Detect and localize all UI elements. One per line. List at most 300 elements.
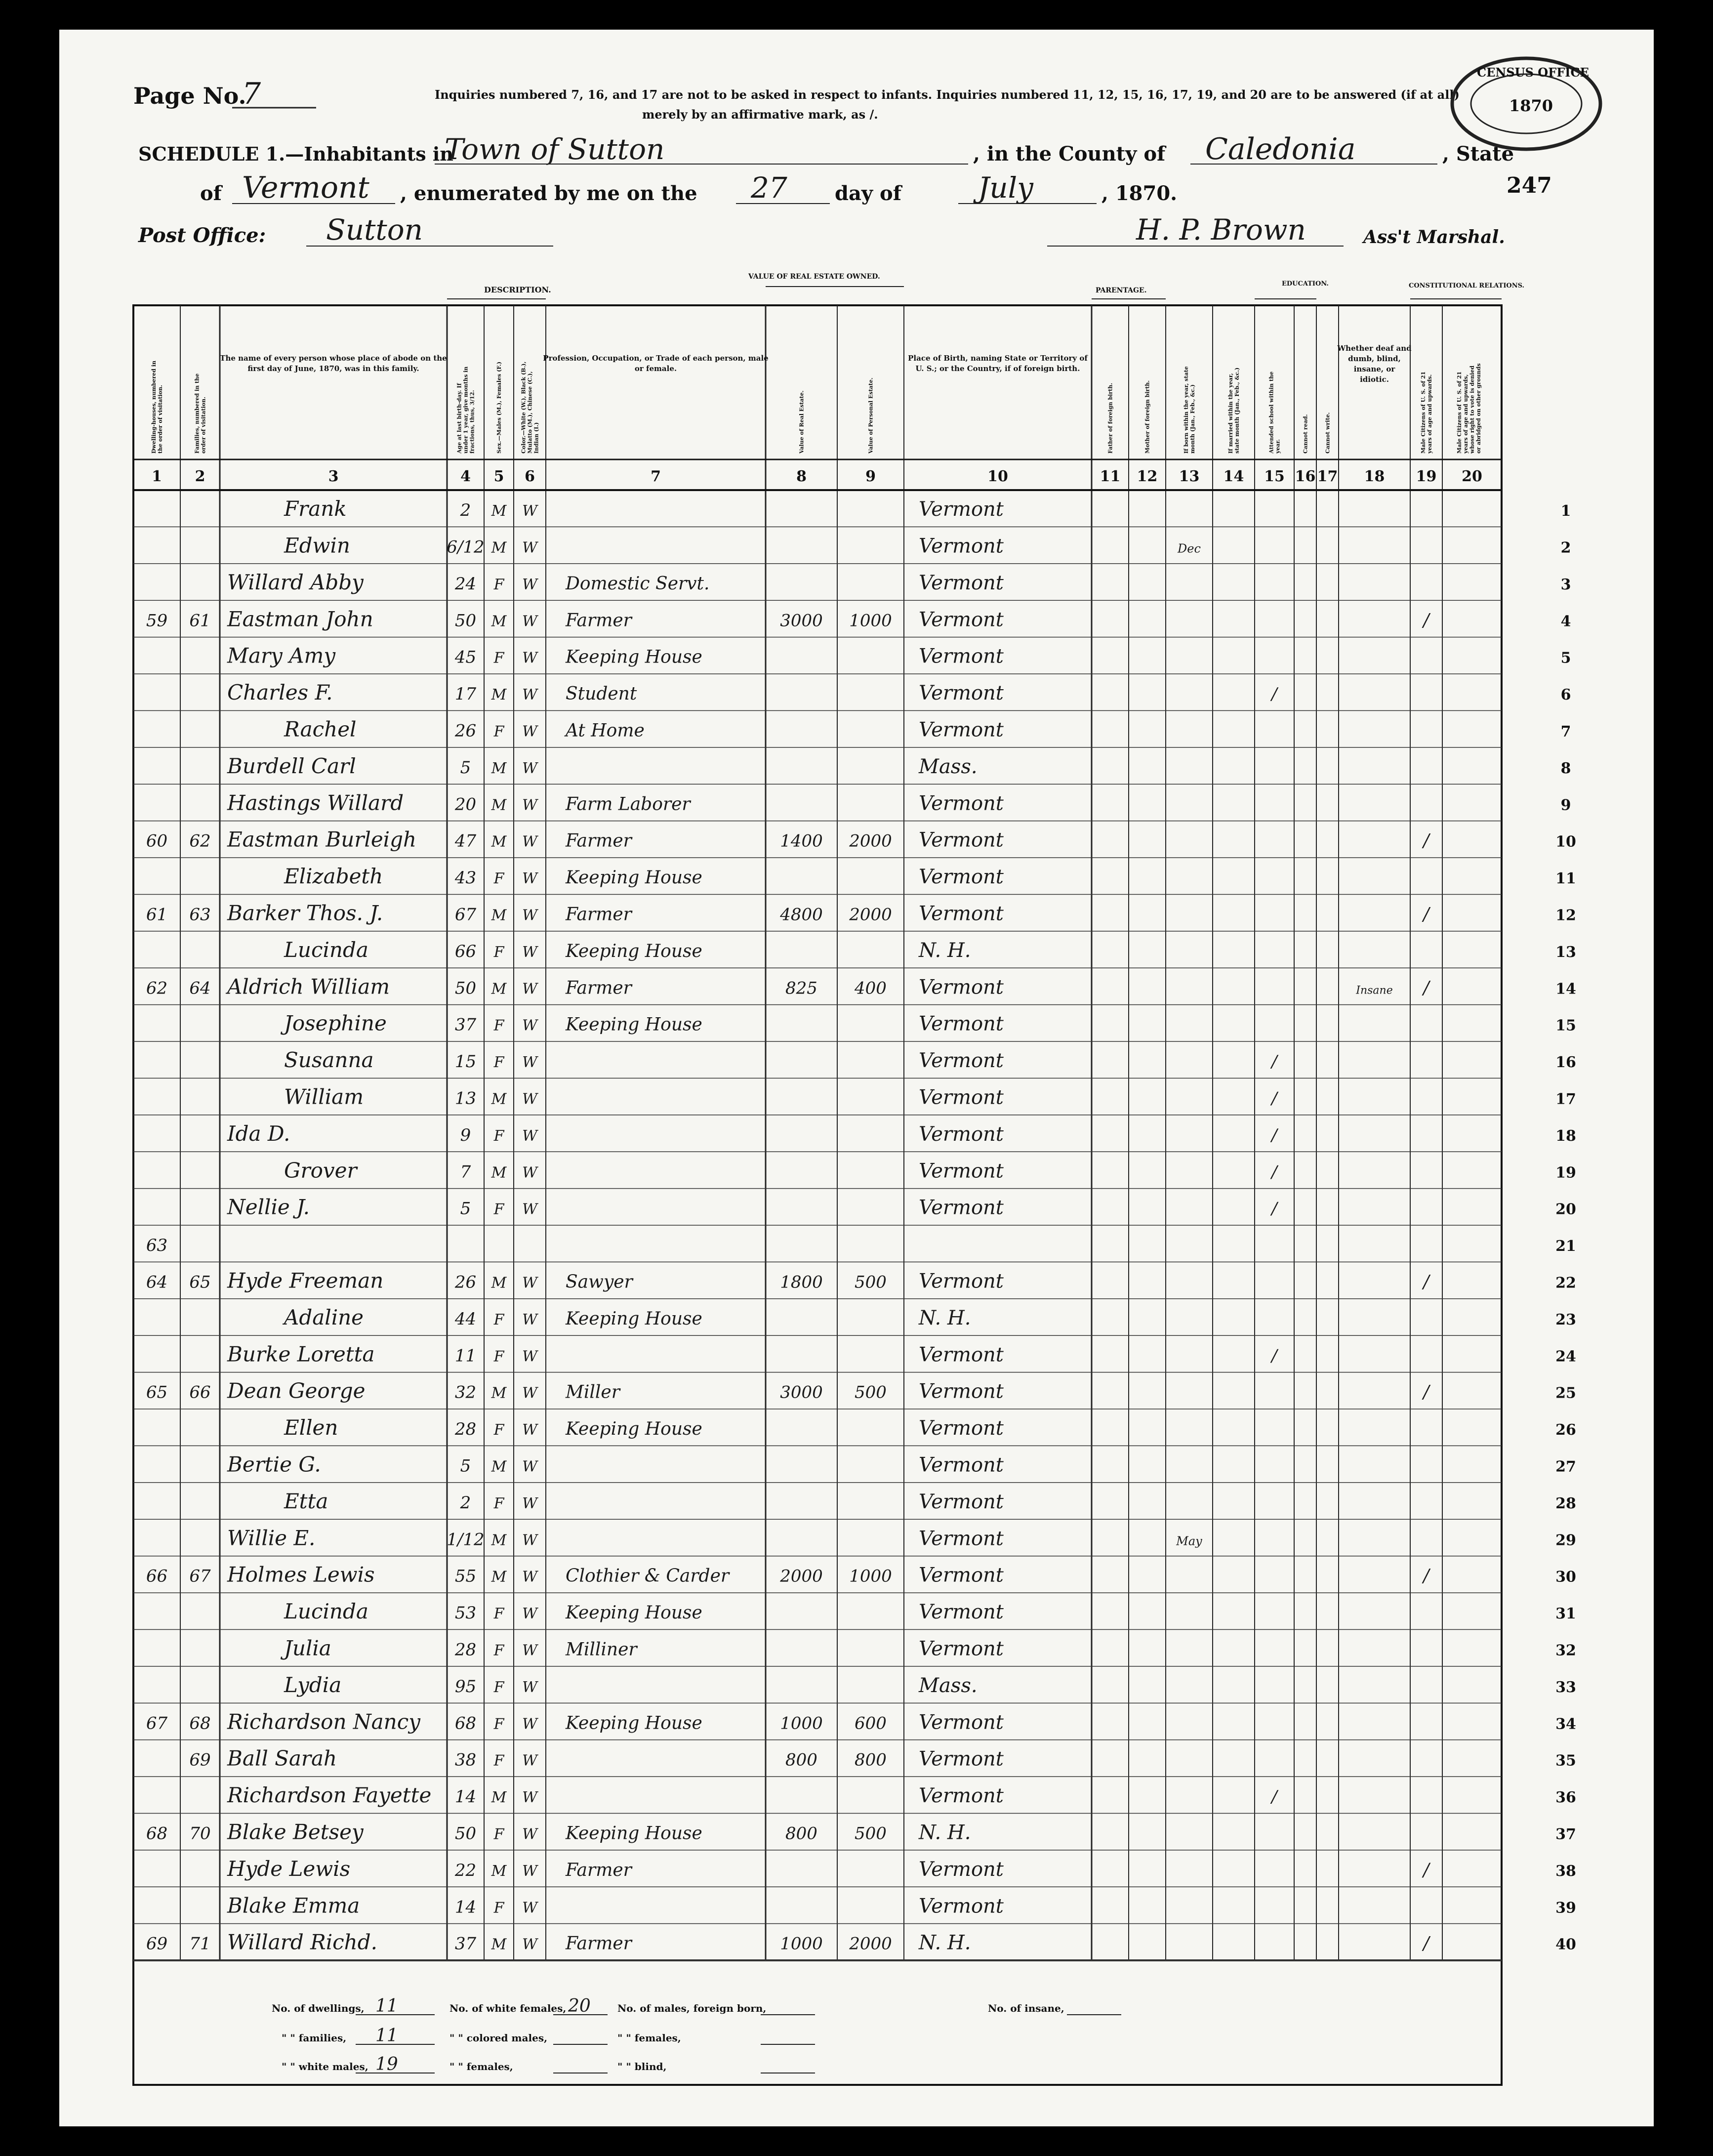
line-number: 28 [1555, 1494, 1576, 1512]
cell-birth: Vermont [919, 608, 1004, 631]
cell-age: 67 [454, 905, 477, 925]
cell-name: Mary Amy [227, 643, 336, 668]
cell-color: W [522, 1899, 537, 1917]
line-number: 25 [1555, 1384, 1576, 1402]
table-row [227, 1342, 1279, 1366]
column-number: 12 [1137, 468, 1158, 485]
cell-name: Hyde Freeman [227, 1268, 384, 1293]
cell-sex: M [491, 796, 507, 814]
cell-real: 4800 [780, 905, 823, 925]
column-number: 9 [865, 468, 876, 485]
column-number: 14 [1223, 468, 1244, 485]
table-row [284, 864, 1004, 888]
cell-birth: Vermont [919, 1453, 1004, 1477]
cell-name: Josephine [284, 1011, 387, 1036]
column-number: 18 [1364, 468, 1385, 485]
column-header-17 [1325, 413, 1331, 454]
cell-occupation: Keeping House [566, 1308, 702, 1329]
column-header-18: Whether deaf and [1337, 344, 1412, 353]
line-number: 23 [1555, 1311, 1576, 1328]
column-header-15 [1268, 372, 1281, 454]
cell-age: 11 [454, 1346, 477, 1366]
line-number: 10 [1555, 833, 1576, 851]
cell-birth: Vermont [919, 1858, 1004, 1881]
cell-birth: Vermont [919, 1564, 1004, 1587]
cell-real: 800 [785, 1750, 817, 1770]
cell-age: 37 [454, 1934, 477, 1954]
column-header-12 [1144, 380, 1151, 454]
cell-color: W [522, 576, 537, 593]
line-number: 8 [1560, 759, 1571, 777]
column-header-10: Place of Birth, naming State or Territory of [908, 354, 1088, 363]
table-row [284, 1048, 1279, 1072]
cell-birth: Vermont [919, 498, 1004, 521]
column-header-18: insane, or [1353, 365, 1395, 373]
cell-birth: N. H. [919, 939, 971, 962]
cell-birth: Vermont [919, 645, 1004, 668]
line-number: 38 [1555, 1862, 1576, 1880]
column-header-1 [151, 361, 163, 454]
cell-name: Burdell Carl [227, 753, 356, 778]
cell-occupation: Keeping House [566, 1014, 702, 1035]
table-row [227, 754, 978, 778]
cell-color: W [522, 1568, 537, 1586]
cell-personal: 1000 [849, 611, 892, 631]
table-row [146, 1268, 1431, 1292]
column-header-text: Attended school within the [1268, 371, 1275, 454]
cell-occupation: Keeping House [566, 941, 702, 961]
cell-name: Rachel [284, 717, 357, 742]
cell-insane: Insane [1356, 984, 1393, 997]
cell-birth: Vermont [919, 1601, 1004, 1624]
cell-personal: 600 [855, 1713, 887, 1734]
column-header-20 [1456, 363, 1482, 454]
state-name: Vermont [242, 170, 369, 205]
cell-occupation: Keeping House [566, 1603, 702, 1623]
cell-citizen: / [1423, 904, 1429, 925]
cell-name: Ida D. [227, 1121, 290, 1146]
table-row [146, 828, 1431, 852]
cell-color: W [522, 980, 537, 998]
table-row [227, 1857, 1431, 1881]
cell-birth: Vermont [919, 535, 1004, 558]
cell-birth: Vermont [919, 1417, 1004, 1440]
cell-sex: F [493, 1752, 504, 1770]
table-row [227, 790, 1004, 815]
cell-real: 1000 [780, 1713, 823, 1734]
cell-school: / [1271, 1088, 1277, 1109]
line-number: 37 [1555, 1825, 1576, 1843]
cell-name: Hastings Willard [227, 790, 404, 815]
page-number: 7 [242, 77, 261, 111]
line-number: 27 [1555, 1458, 1576, 1476]
cell-color: W [522, 1164, 537, 1182]
cell-name: Barker Thos. J. [227, 901, 383, 925]
cell-name: Ellen [284, 1415, 338, 1440]
line-number: 3 [1560, 576, 1571, 593]
stamp-date: 1870 [1509, 96, 1553, 115]
white-males-count: 19 [375, 2054, 398, 2074]
column-number: 11 [1100, 468, 1121, 485]
cell-birth: Vermont [919, 792, 1004, 815]
cell-family: 68 [189, 1713, 211, 1734]
column-numbers [152, 468, 1482, 485]
table-row [284, 1158, 1279, 1182]
cell-age: 50 [454, 1824, 477, 1844]
cell-age: 66 [454, 941, 477, 961]
cell-birth: Vermont [919, 1747, 1004, 1771]
county-label: , in the County of [973, 142, 1166, 166]
cell-color: W [522, 1311, 537, 1328]
cell-occupation: Keeping House [566, 1823, 702, 1844]
line-number: 7 [1560, 723, 1571, 741]
table-row [146, 901, 1431, 925]
cell-birth: Vermont [919, 682, 1004, 705]
cell-family: 70 [189, 1824, 211, 1844]
column-number: 17 [1317, 468, 1338, 485]
cell-color: W [522, 723, 537, 741]
cell-color: W [522, 943, 537, 961]
cell-name: Willie E. [227, 1526, 316, 1550]
cell-name: Charles F. [227, 680, 333, 705]
cell-citizen: / [1423, 1933, 1429, 1954]
cell-sex: M [491, 1164, 507, 1182]
line-number: 1 [1560, 502, 1571, 520]
cell-sex: F [493, 1311, 504, 1328]
cell-dwelling: 62 [146, 978, 168, 998]
column-header-text: or abridged on other grounds [1475, 363, 1482, 454]
cell-personal: 400 [855, 978, 887, 998]
cell-dwelling: 66 [146, 1566, 168, 1586]
cell-color: W [522, 1789, 537, 1807]
cell-dwelling: 69 [146, 1934, 168, 1954]
table-row [284, 533, 1201, 557]
cell-sex: F [493, 1678, 504, 1696]
line-number: 9 [1560, 796, 1571, 814]
column-number: 5 [493, 468, 504, 485]
insane-label: No. of insane, [988, 2002, 1064, 2014]
county-name: Caledonia [1205, 132, 1356, 166]
line-number: 33 [1555, 1678, 1576, 1696]
table-row [227, 570, 1004, 594]
cell-birth: Vermont [919, 1711, 1004, 1734]
line-number: 30 [1555, 1568, 1576, 1586]
column-header-text: whose right to vote is denied [1469, 365, 1475, 454]
column-header-text: Father of foreign birth. [1107, 382, 1114, 454]
column-header-text: Cannot write. [1324, 412, 1331, 454]
column-header-text: Mother of foreign birth. [1144, 380, 1151, 454]
line-number: 16 [1555, 1054, 1576, 1072]
cell-color: W [522, 649, 537, 667]
day-of-label: day of [835, 182, 901, 205]
line-number: 34 [1555, 1715, 1576, 1733]
cell-sex: F [493, 1605, 504, 1623]
cell-name: Hyde Lewis [227, 1856, 351, 1881]
cell-school: / [1271, 1052, 1277, 1072]
cell-age: 5 [460, 1199, 471, 1219]
column-number: 19 [1416, 468, 1437, 485]
cell-citizen: / [1423, 1382, 1429, 1403]
cell-name: Frank [284, 497, 347, 521]
cell-month_born: Dec [1178, 541, 1201, 556]
table-row [282, 1305, 971, 1329]
column-header-2 [194, 373, 207, 454]
table-row [227, 644, 1004, 668]
cell-color: W [522, 1017, 537, 1035]
line-number: 5 [1560, 649, 1571, 667]
cell-color: W [522, 1458, 537, 1476]
cell-dwelling: 63 [146, 1236, 168, 1256]
cell-color: W [522, 613, 537, 630]
cell-sex: F [493, 1127, 504, 1145]
table-row [280, 1636, 1004, 1660]
column-header-text: years of age and upwards, [1463, 374, 1469, 454]
cell-name: Willard Richd. [227, 1930, 377, 1954]
table-row [284, 497, 1004, 521]
cell-name: Aldrich William [227, 974, 390, 999]
column-headers [151, 344, 1482, 454]
cell-name: Susanna [284, 1048, 374, 1073]
column-header-7: Profession, Occupation, or Trade of each person, male [543, 354, 769, 363]
cell-sex: M [491, 833, 507, 851]
cell-age: 68 [454, 1713, 477, 1734]
cell-color: W [522, 907, 537, 924]
cell-age: 28 [454, 1640, 477, 1660]
cell-citizen: / [1423, 610, 1429, 631]
cell-birth: Vermont [919, 866, 1004, 889]
cell-occupation: Student [566, 684, 637, 705]
stamp-number: 247 [1507, 173, 1552, 198]
cell-age: 95 [454, 1676, 477, 1697]
cell-color: W [522, 502, 537, 520]
cell-name: Burke Loretta [227, 1342, 375, 1367]
table-row [189, 1746, 1004, 1771]
cell-family: 61 [189, 611, 211, 631]
column-header-7: or female. [634, 364, 677, 373]
cell-color: W [522, 539, 537, 557]
cell-name: Blake Betsey [227, 1820, 364, 1844]
cell-dwelling: 67 [146, 1713, 168, 1734]
column-header-8 [799, 390, 805, 454]
column-header-text: state month (Jan., Feb., &c.) [1234, 367, 1240, 454]
table-row [227, 1195, 1279, 1219]
column-header-text: If born within the year, state [1183, 366, 1189, 454]
cell-age: 26 [454, 721, 477, 741]
cell-sex: M [491, 1384, 507, 1402]
cell-real: 1400 [780, 831, 823, 851]
cell-name: Eastman Burleigh [227, 827, 417, 852]
column-header-5 [496, 362, 502, 454]
column-group-headers [484, 273, 1524, 294]
cell-citizen: / [1423, 978, 1429, 998]
cell-occupation: Keeping House [566, 647, 702, 667]
cell-school: / [1271, 1199, 1277, 1219]
column-number: 20 [1462, 468, 1482, 485]
cell-name: Holmes Lewis [227, 1562, 375, 1587]
cell-color: W [522, 796, 537, 814]
cell-name: Dean George [227, 1378, 366, 1403]
table-row [227, 1783, 1279, 1807]
column-header-18: idiotic. [1360, 375, 1389, 384]
column-header-text: Male Citizens of U. S. of 21 [1420, 371, 1427, 454]
cell-month_born: May [1176, 1534, 1202, 1548]
cell-citizen: / [1423, 830, 1429, 851]
line-number: 26 [1555, 1421, 1576, 1439]
census-page [59, 30, 1654, 2126]
table-row [284, 938, 971, 962]
column-header-text: Sex.—Males (M.), Females (F.) [496, 361, 502, 454]
cell-real: 3000 [780, 611, 823, 631]
colored-males-label: " " colored males, [449, 2032, 548, 2044]
cell-sex: M [491, 759, 507, 777]
table-row [280, 1011, 1004, 1036]
column-header-text: Value of Real Estate. [798, 390, 805, 454]
group-description: DESCRIPTION. [484, 285, 551, 294]
cell-occupation: Milliner [566, 1639, 637, 1660]
cell-age: 32 [454, 1382, 477, 1403]
cell-occupation: Keeping House [566, 1419, 702, 1440]
cell-age: 24 [454, 574, 477, 594]
line-number: 22 [1555, 1274, 1576, 1292]
cell-birth: Vermont [919, 1196, 1004, 1219]
cell-name: Grover [284, 1158, 357, 1183]
table-row [284, 1599, 1004, 1623]
schedule-label: SCHEDULE 1.—Inhabitants in [138, 143, 453, 165]
state-prefix: of [200, 182, 222, 205]
cell-color: W [522, 1825, 537, 1843]
cell-occupation: Keeping House [566, 868, 702, 888]
white-females-count: 20 [568, 1996, 591, 2016]
cell-sex: M [491, 980, 507, 998]
cell-occupation: Farmer [566, 978, 632, 998]
cell-sex: M [491, 907, 507, 924]
marshal-signature: H. P. Brown [1136, 213, 1306, 247]
cell-name: Willard Abby [227, 570, 364, 594]
cell-birth: N. H. [919, 1306, 971, 1329]
cell-color: W [522, 1605, 537, 1623]
cell-personal: 1000 [849, 1566, 892, 1586]
table-row [284, 717, 1004, 741]
line-number: 19 [1555, 1164, 1576, 1182]
line-number: 18 [1555, 1127, 1576, 1145]
line-number: 13 [1555, 943, 1576, 961]
line-number: 15 [1555, 1017, 1576, 1035]
cell-age: 7 [460, 1162, 471, 1182]
cell-real: 2000 [780, 1566, 823, 1586]
column-header-text: fractions, thus, 3/12. [469, 390, 476, 454]
cell-sex: M [491, 1936, 507, 1953]
cell-birth: N. H. [919, 1821, 971, 1844]
cell-name: Richardson Fayette [227, 1783, 432, 1808]
cell-age: 38 [454, 1750, 477, 1770]
column-header-text: Male Citizens of U. S. of 21 [1456, 371, 1463, 454]
cell-age: 17 [454, 684, 477, 705]
cell-occupation: Sawyer [566, 1272, 633, 1292]
column-number: 1 [152, 468, 162, 485]
cell-occupation: Farmer [566, 1860, 632, 1880]
cell-color: W [522, 1862, 537, 1880]
cell-sex: F [493, 1825, 504, 1843]
table-row [146, 1236, 167, 1255]
line-number: 2 [1560, 539, 1571, 557]
column-header-6 [521, 362, 540, 454]
cell-age: 13 [454, 1088, 477, 1109]
cell-real: 3000 [780, 1382, 823, 1403]
cell-sex: F [493, 723, 504, 741]
cell-name: Adaline [284, 1305, 364, 1329]
cell-sex: F [493, 1054, 504, 1072]
cell-name: Nellie J. [227, 1195, 310, 1219]
cell-name: Lucinda [284, 937, 368, 962]
table-row [227, 1452, 1004, 1476]
cell-dwelling: 61 [146, 905, 168, 925]
cell-occupation: Farmer [566, 830, 632, 851]
table-row [284, 1489, 1004, 1513]
line-number: 20 [1555, 1201, 1576, 1218]
table-row [284, 1673, 978, 1697]
column-header-10: U. S.; or the Country, if of foreign birth. [915, 364, 1080, 373]
cell-family: 71 [189, 1934, 211, 1954]
cell-birth: Vermont [919, 1086, 1004, 1109]
cell-name: Richardson Nancy [227, 1709, 420, 1734]
right-line-numbers [1555, 502, 1576, 1953]
column-header-text: years of age and upwards. [1427, 374, 1433, 454]
cell-dwelling: 64 [146, 1272, 168, 1292]
cell-color: W [522, 833, 537, 851]
cell-age: 37 [454, 1015, 477, 1035]
cell-color: W [522, 686, 537, 704]
cell-birth: Vermont [919, 718, 1004, 742]
cell-sex: F [493, 1348, 504, 1366]
column-header-text: the order of visitation. [157, 385, 163, 454]
cell-name: Lucinda [284, 1599, 368, 1624]
cell-age: 15 [454, 1052, 477, 1072]
cell-age: 5 [460, 1456, 471, 1476]
cell-occupation: Miller [566, 1382, 620, 1403]
cell-age: 44 [454, 1309, 477, 1329]
cell-birth: Vermont [919, 1490, 1004, 1513]
cell-real: 825 [785, 978, 817, 998]
cell-color: W [522, 1715, 537, 1733]
column-header-text: under 1 year, give months in [462, 366, 469, 454]
table-row [146, 607, 1431, 631]
cell-birth: Vermont [919, 1637, 1004, 1660]
cell-sex: M [491, 1090, 507, 1108]
post-office-label: Post Office: [138, 224, 266, 247]
column-header-14 [1227, 368, 1240, 454]
cell-name: William [284, 1084, 364, 1109]
table-row [146, 1563, 1431, 1587]
column-header-9 [868, 377, 874, 454]
cell-sex: M [491, 1862, 507, 1880]
line-number: 14 [1555, 980, 1576, 998]
line-number: 35 [1555, 1752, 1576, 1770]
cell-real: 800 [785, 1824, 817, 1844]
table-row [146, 1379, 1431, 1403]
group-value: VALUE OF REAL ESTATE OWNED. [748, 273, 880, 281]
line-number: 17 [1555, 1090, 1576, 1108]
white-males-label: " " white males, [282, 2061, 368, 2073]
group-constitutional: CONSTITUTIONAL RELATIONS. [1409, 282, 1525, 290]
cell-color: W [522, 1678, 537, 1696]
cell-birth: Vermont [919, 1012, 1004, 1036]
cell-school: / [1271, 1125, 1277, 1145]
cell-birth: Vermont [919, 1049, 1004, 1073]
census-office-stamp [1452, 58, 1600, 149]
colored-females-label: " " females, [449, 2061, 513, 2073]
cell-personal: 500 [855, 1382, 887, 1403]
column-header-text: Age at last birth-day. If [456, 383, 463, 454]
